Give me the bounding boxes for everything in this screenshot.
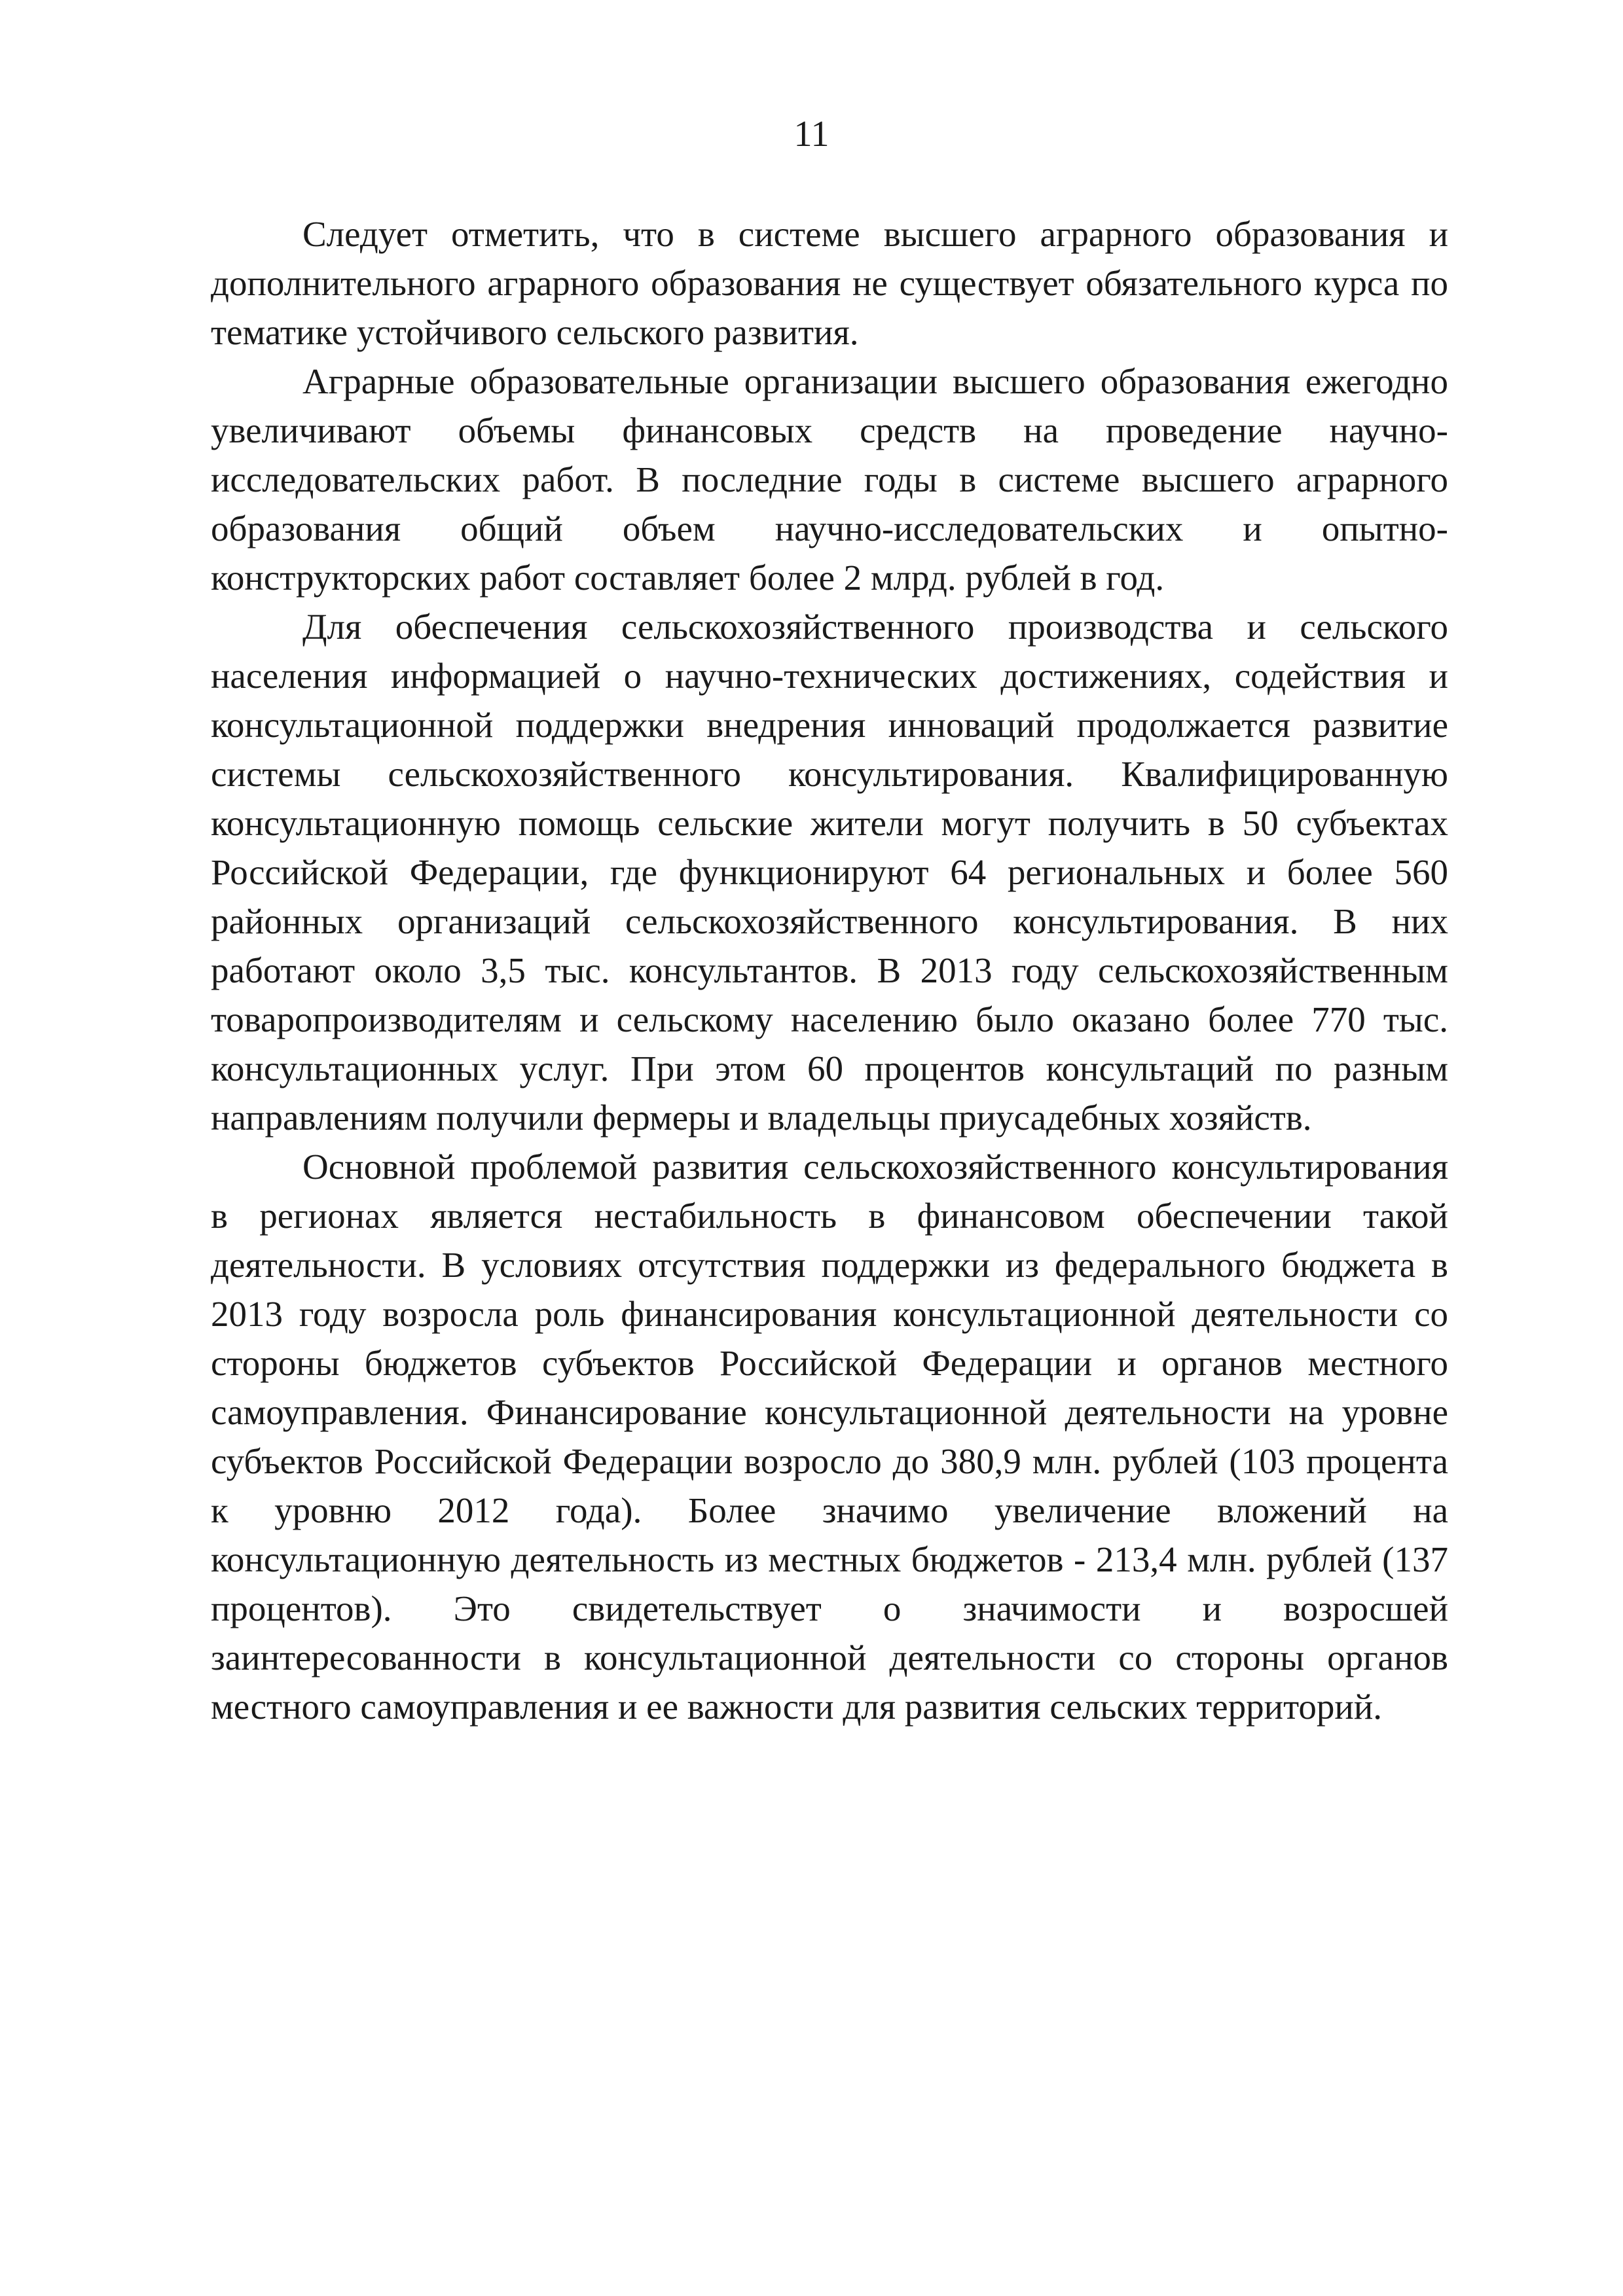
document-body <box>211 209 1448 1731</box>
paragraph-research-funding: Аграрные образовательные организации высшего образования ежегодно увеличивают объемы финансовых средств на проведение научно-исследовательских работ. В последние годы в системе высшего аграрного образования общий объем научно-исследовательских и опытно-конструкторских работ составляет более 2 млрд. рублей в год. <box>211 361 1448 598</box>
paragraph-education-course: Следует отметить, что в системе высшего аграрного образования и дополнительного аграрного образования не существует обязательного курса по тематике устойчивого сельского развития. <box>211 214 1448 352</box>
paragraph-consulting-system: Для обеспечения сельскохозяйственного производства и сельского населения информацией о научно-технических достижениях, содействия и консультационной поддержки внедрения инноваций продолжается развитие системы сельскохозяйственного консультирования. Квалифицированную консультационную помощь сельские жители могут получить в 50 субъектах Российской Федерации, где функционируют 64 региональных и более 560 районных организаций сельскохозяйственного консультирования. В них работают около 3,5 тыс. консультантов. В 2013 году сельскохозяйственным товаропроизводителям и сельскому населению было оказано более 770 тыс. консультационных услуг. При этом 60 процентов консультаций по разным направлениям получили фермеры и владельцы приусадебных хозяйств. <box>211 607 1448 1138</box>
paragraph-consulting-financing: Основной проблемой развития сельскохозяйственного консультирования в регионах является нестабильность в финансовом обеспечении такой деятельности. В условиях отсутствия поддержки из федерального бюджета в 2013 году возросла роль финансирования консультационной деятельности со стороны бюджетов субъектов Российской Федерации и органов местного самоуправления. Финансирование консультационной деятельности на уровне субъектов Российской Федерации возросло до 380,9 млн. рублей (103 процента к уровню 2012 года). Более значимо увеличение вложений на консультационную деятельность из местных бюджетов - 213,4 млн. рублей (137 процентов). Это свидетельствует о значимости и возросшей заинтересованности в консультационной деятельности со стороны органов местного самоуправления и ее важности для развития сельских территорий. <box>211 1147 1448 1727</box>
page-number: 11 <box>793 114 830 154</box>
